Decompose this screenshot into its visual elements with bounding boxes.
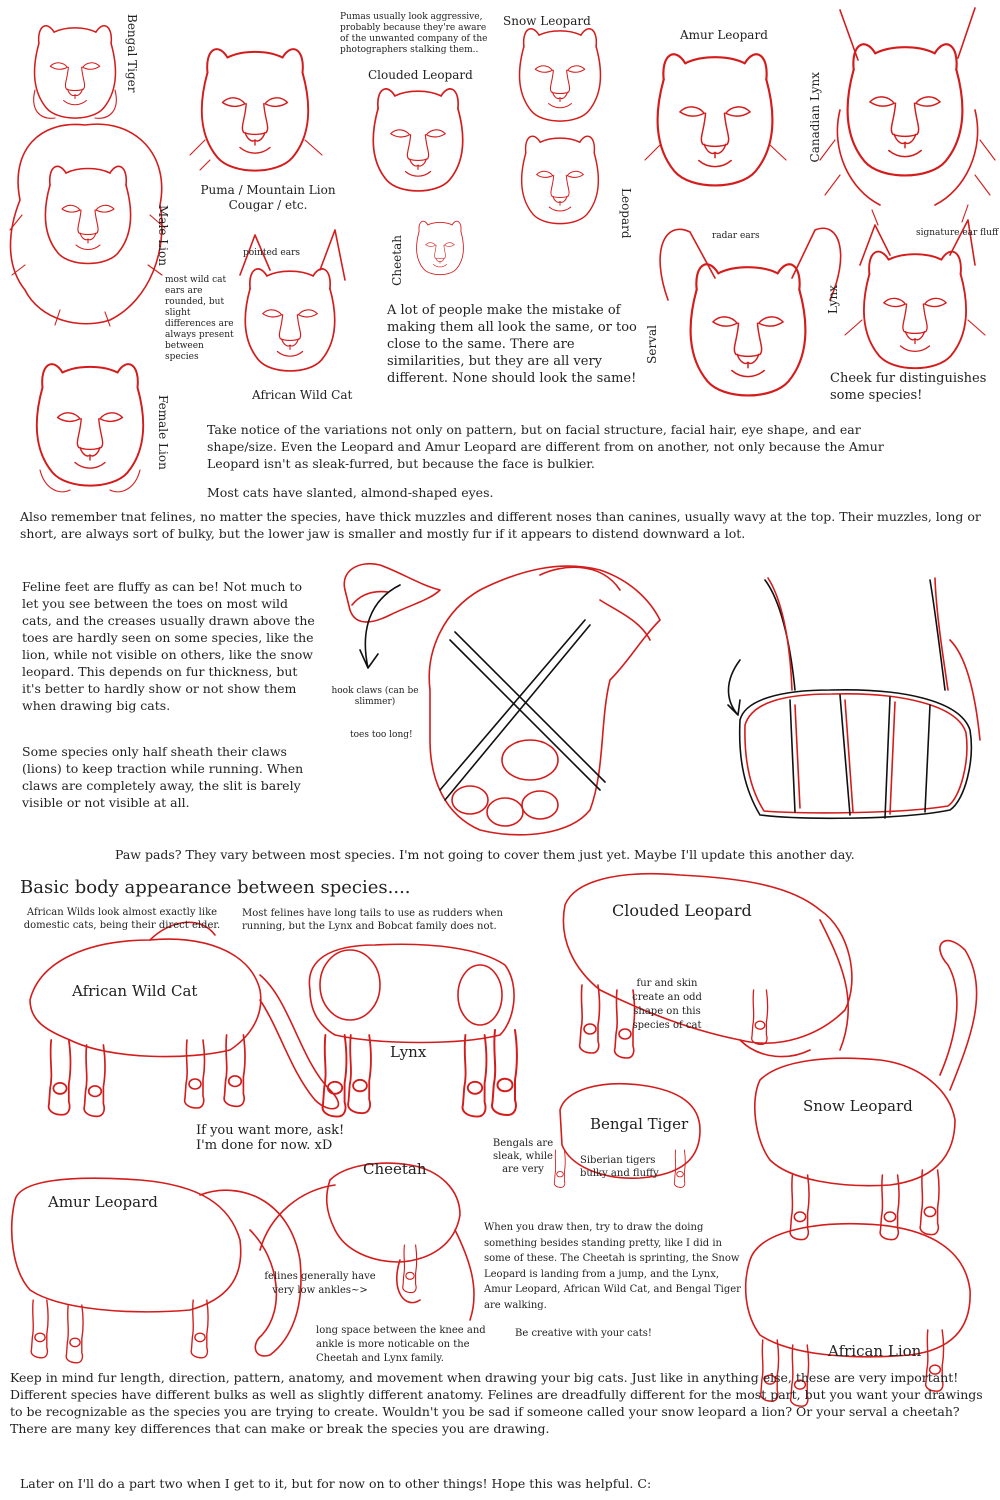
label-serval-head: Serval: [645, 325, 659, 364]
label-bengals-note: Bengals are sleak, while are very: [492, 1138, 554, 1175]
label-toes-too-long: toes too long!: [350, 730, 413, 740]
label-clouded-leopard-body: Clouded Leopard: [612, 901, 752, 920]
label-pointed-ears: pointed ears: [243, 248, 301, 258]
label-clouded-leopard-head: Clouded Leopard: [368, 68, 473, 82]
label-cheetah-body: Cheetah: [363, 1160, 427, 1178]
snow-leopard-body-sketch: [755, 941, 977, 1240]
paragraph-almond-eyes: Most cats have slanted, almond-shaped eyes.: [207, 485, 494, 500]
label-mistake-note: A lot of people make the mistake of making them all look the same, or too close to the same. There are similarities, but they are all very different. None should look the same!: [387, 303, 637, 386]
label-male-lion-head: Male Lion: [156, 205, 170, 266]
label-snow-leopard-head: Snow Leopard: [503, 14, 591, 28]
long-toes-paw-sketch: [429, 566, 660, 835]
label-siberian-note: Siberian tigers bulky and fluffy: [580, 1155, 659, 1179]
canadian-lynx-head-sketch: [820, 8, 995, 205]
african-wild-cat-body-sketch: [30, 922, 338, 1116]
label-amur-leopard-head: Amur Leopard: [680, 28, 768, 42]
paragraph-variations: Take notice of the variations not only on pattern, but on facial structure, facial hair, eye shape, and ear shape/size. Even the Leopard and Amur Leopard are different from on another, not only because the Amur Leopard isn't as sleak-furred, but because the face is bulkier.: [207, 422, 884, 471]
paragraph-keep-in-mind: Keep in mind fur length, direction, pattern, anatomy, and movement when drawing your big cats. Just like in anything else, these are very important! Different species have different bulks as well as slightly different anatomy. Felines are dreadfully different for the most part, but you want your drawings to be recognizable as the species you are trying to create. Wouldn't you be sad if someone called your snow leopard a lion? Or your serval a cheetah? There are many key differences that can make or break the species you are drawing.: [10, 1370, 983, 1436]
label-puma-head: Puma / Mountain Lion Cougar / etc.: [200, 183, 336, 212]
label-more-ask: If you want more, ask! I'm done for now. xD: [196, 1123, 345, 1153]
label-african-wild-cat-body: African Wild Cat: [72, 982, 198, 1000]
label-leopard-head: Leopard: [619, 188, 633, 239]
puma-head-sketch: [190, 49, 322, 170]
paragraph-later-part-two: Later on I'll do a part two when I get to it, but for now on to other things! Hope this was helpful. C:: [20, 1476, 652, 1491]
heading-body-appearance: Basic body appearance between species....: [20, 877, 411, 898]
label-african-lion-body: African Lion: [828, 1342, 922, 1360]
label-hook-claws: hook claws (can be slimmer): [331, 686, 419, 707]
label-fur-skin-note: fur and skin create an odd shape on this species of cat: [632, 978, 702, 1031]
paragraph-feline-feet: Feline feet are fluffy as can be! Not much to let you see between the toes on most wild cats, and the creases usually drawn above the toes are hardly seen on some species, like the lion, while not visible on others, like the snow leopard. This depends on fur thickness, but it's better to hardly show or not show them when drawing big cats.: [22, 579, 315, 713]
label-ears-note: most wild cat ears are rounded, but slight differences are always present between species: [165, 275, 234, 362]
clouded-leopard-head-sketch: [373, 89, 462, 191]
paragraph-claw-sheath: Some species only half sheath their claws (lions) to keep traction while running. When claws are completely away, the slit is barely visible or not visible at all.: [22, 744, 304, 810]
amur-leopard-head-sketch: [645, 54, 786, 185]
label-amur-leopard-body: Amur Leopard: [48, 1193, 158, 1211]
label-cheek-fur: Cheek fur distinguishes some species!: [830, 371, 987, 403]
lynx-body-sketch: [309, 944, 517, 1116]
label-female-lion-head: Female Lion: [156, 395, 170, 470]
male-lion-head-sketch: [10, 124, 165, 326]
serval-head-sketch: [660, 228, 841, 395]
label-bengal-tiger-body: Bengal Tiger: [590, 1115, 689, 1133]
claw-sketch: [344, 564, 440, 668]
label-be-creative: Be creative with your cats!: [515, 1328, 652, 1339]
label-cheetah-head: Cheetah: [390, 235, 404, 286]
label-canadian-lynx-head: Canadian Lynx: [808, 72, 822, 163]
label-knee-note: long space between the knee and ankle is more noticable on the Cheetah and Lynx family.: [316, 1325, 486, 1364]
paragraph-paw-pads: Paw pads? They vary between most species. I'm not going to cover them just yet. Maybe I'll update this another day.: [115, 847, 855, 862]
label-tails-note: Most felines have long tails to use as rudders when running, but the Lynx and Bobcat family does not.: [242, 908, 503, 932]
label-lynx-body: Lynx: [390, 1043, 427, 1061]
label-african-wild-cat-head: African Wild Cat: [252, 388, 353, 402]
label-african-wilds-note: African Wilds look almost exactly like domestic cats, being their direct elder.: [23, 907, 221, 931]
bengal-tiger-head-sketch: [34, 26, 117, 119]
sheathed-paw-sketch: [728, 578, 980, 818]
snow-leopard-head-sketch: [520, 29, 601, 121]
leopard-head-sketch: [522, 136, 599, 223]
label-radar-ears: radar ears: [712, 231, 760, 241]
label-snow-leopard-body: Snow Leopard: [803, 1097, 913, 1115]
label-ankles-note: felines generally have very low ankles~>: [264, 1271, 376, 1296]
label-signature-ear-fluff: signature ear fluff: [916, 228, 999, 238]
paragraph-muzzles: Also remember tnat felines, no matter the species, have thick muzzles and different noses than canines, usually wavy at the top. Their muzzles, long or short, are always sort of bulky, but the lower jaw is smaller and mostly fur if it appears to distend downward a lot.: [20, 509, 981, 541]
label-when-draw-note: When you draw then, try to draw the doing something besides standing pretty, like I did in some of these. The Cheetah is sprinting, the Snow Leopard is landing from a jump, and the Lynx, Amur Leopard, African Wild Cat, and Bengal Tiger are walking.: [484, 1222, 741, 1311]
female-lion-head-sketch: [37, 364, 143, 492]
label-bengal-tiger-head: Bengal Tiger: [125, 14, 139, 93]
cheetah-head-sketch: [417, 221, 464, 274]
label-lynx-head: Lynx: [826, 285, 840, 315]
label-puma-note: Pumas usually look aggressive, probably because they're aware of the unwanted company of the photographers stalking them..: [340, 12, 488, 55]
